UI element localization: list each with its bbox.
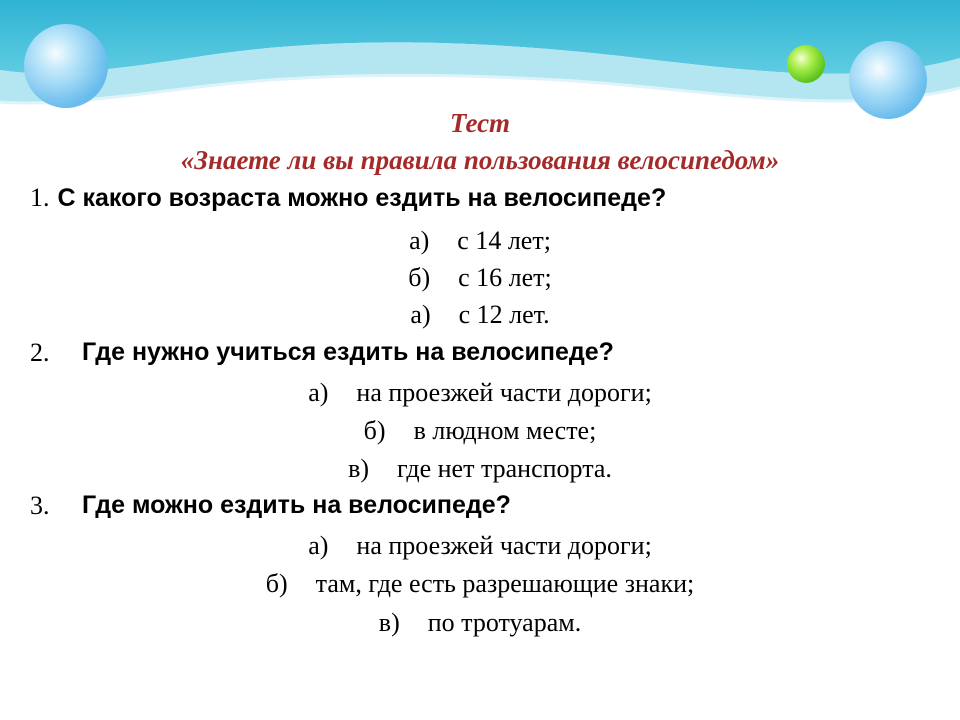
title-line-1: Тест: [449, 108, 511, 138]
answer-text: с 12 лет.: [458, 300, 550, 329]
answer-text: по тротуарам.: [427, 608, 582, 637]
bubble-green: [787, 45, 825, 83]
answer-1a: [0, 228, 960, 254]
bubble-right: [849, 41, 927, 119]
answer-1b: [0, 265, 960, 291]
answer-3c: [0, 610, 960, 636]
bubble-left: [24, 24, 108, 108]
answer-letter: а): [308, 531, 329, 560]
question-text: Где можно ездить на велосипеде?: [82, 491, 511, 519]
answer-text: с 14 лет;: [457, 226, 551, 255]
answer-text: с 16 лет;: [458, 263, 552, 292]
answer-letter: в): [378, 608, 400, 637]
answer-2a: [0, 380, 960, 406]
answer-2c: [0, 456, 960, 482]
question-text: С какого возраста можно ездить на велосипеде?: [57, 184, 667, 212]
answer-letter: б): [408, 263, 431, 292]
answer-text: на проезжей части дороги;: [356, 378, 652, 407]
question-number: 2.: [30, 338, 50, 367]
answer-letter: в): [348, 454, 369, 483]
answer-letter: б): [363, 416, 386, 445]
question-1: [30, 185, 666, 211]
question-number: 3.: [30, 491, 50, 520]
answer-letter: а): [308, 378, 329, 407]
answer-letter: а): [409, 226, 430, 255]
question-number: 1.: [30, 183, 50, 212]
answer-3a: [0, 533, 960, 559]
answer-letter: а): [410, 300, 431, 329]
question-text: Где нужно учиться ездить на велосипеде?: [82, 338, 614, 366]
answer-text: где нет транспорта.: [397, 454, 612, 483]
answer-1c: [0, 302, 960, 328]
title-line-2: «Знаете ли вы правила пользования велосипедом»: [180, 145, 780, 175]
answer-letter: б): [265, 569, 288, 598]
answer-2b: [0, 418, 960, 444]
question-2: [30, 338, 614, 367]
answer-3b: [0, 571, 960, 597]
answer-text: в людном месте;: [413, 416, 597, 445]
answer-text: на проезжей части дороги;: [356, 531, 652, 560]
answer-text: там, где есть разрешающие знаки;: [315, 569, 695, 598]
question-3: [30, 491, 511, 520]
